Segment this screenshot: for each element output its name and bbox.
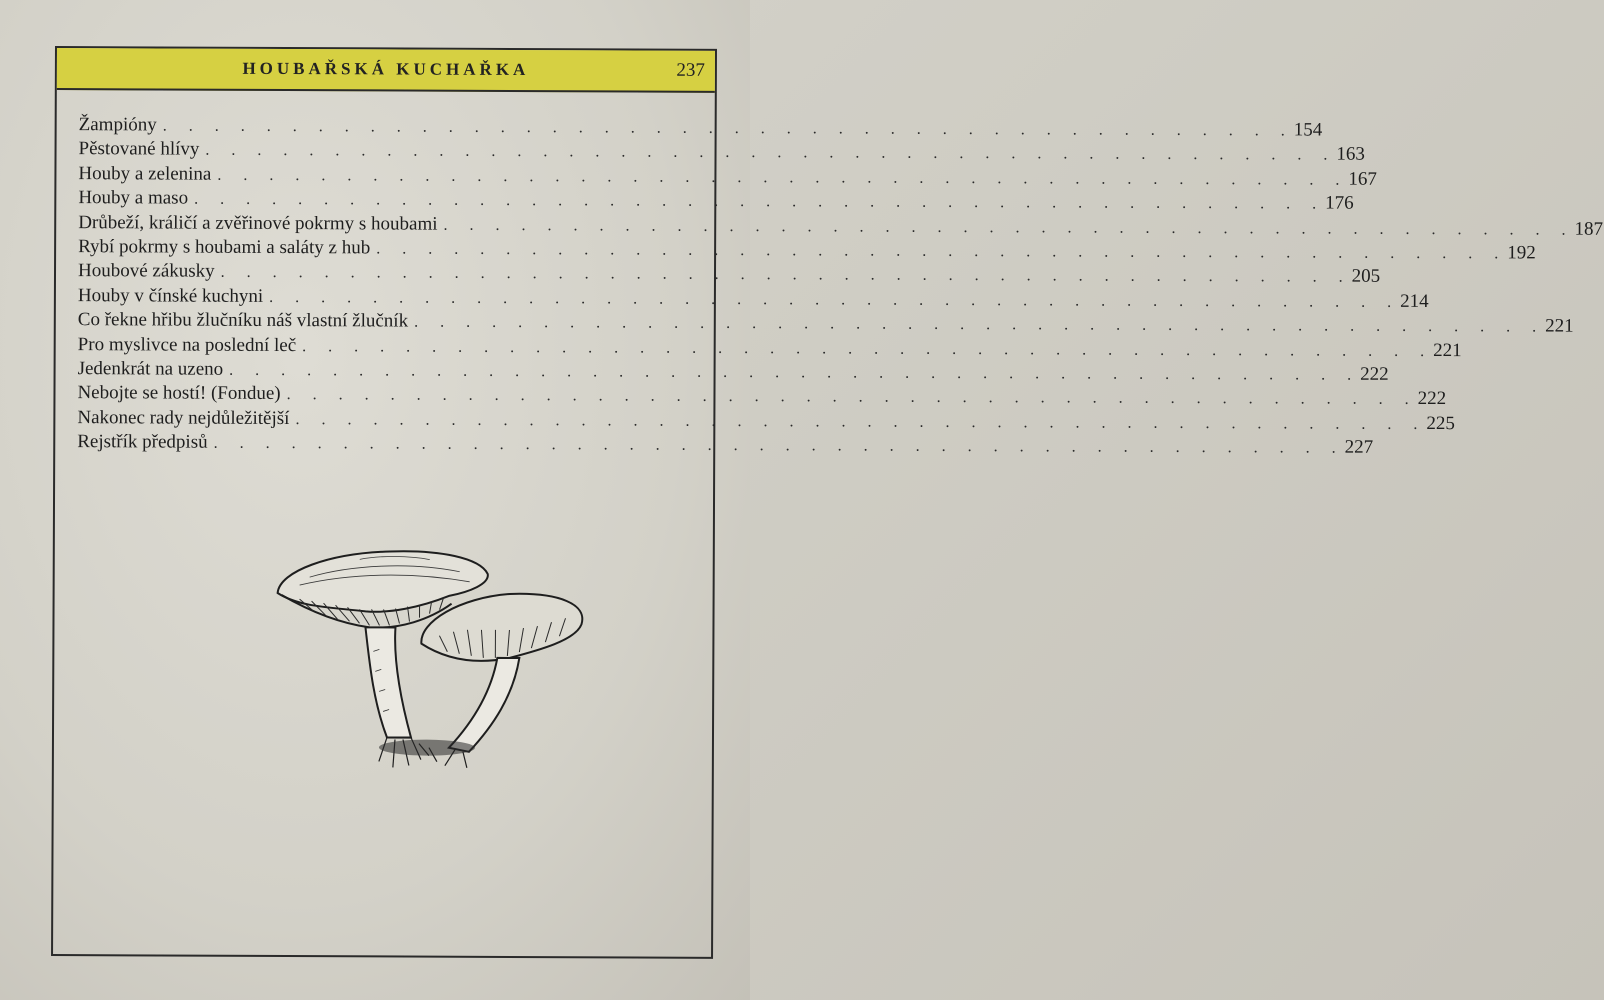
toc-entry-title: Houby v čínské kuchyni [77,284,264,307]
toc-dot-leader: . . . . . . . . . . . . . . . . . . . . . . . . . . . . . . . . . . . . . . . . . . . . [443,216,1575,239]
toc-dot-leader: . . . . . . . . . . . . . . . . . . . . . . . . . . . . . . . . . . . . . . . . . . . . [269,288,1401,311]
toc-entry [78,211,1604,240]
toc-dot-leader: . . . . . . . . . . . . . . . . . . . . . . . . . . . . . . . . . . . . . . . . . . . . [302,337,1434,360]
toc-dot-leader: . . . . . . . . . . . . . . . . . . . . . . . . . . . . . . . . . . . . . . . . . . . . [213,434,1345,457]
toc-entry [78,138,1365,166]
toc-entry-page: 222 [1417,388,1447,410]
toc-entry-title: Nebojte se hostí! (Fondue) [77,382,281,405]
toc-entry-page: 227 [1344,436,1374,458]
toc-entry [77,333,1462,361]
toc-entry-page: 192 [1507,242,1536,264]
toc-entry-title: Houby a zelenina [78,162,212,185]
toc-entry-page: 214 [1400,290,1429,312]
toc-entry [77,309,1574,337]
toc-entry-title: Jedenkrát na uzeno [77,358,224,380]
toc-entry-title: Pěstované hlívy [78,138,200,161]
toc-dot-leader: . . . . . . . . . . . . . . . . . . . . . . . . . . . . . . . . . . . . . . . . . . . . [205,142,1337,164]
toc-entry [77,431,1374,458]
toc-entry-page: 205 [1351,266,1381,288]
toc-entry-title: Houby a maso [78,187,189,209]
toc-dot-leader: . . . . . . . . . . . . . . . . . . . . . . . . . . . . . . . . . . . . . . . . . . . . [217,166,1349,189]
toc-entry-page: 225 [1426,412,1456,434]
toc-entry-title: Žampióny [78,114,157,136]
toc-entry [77,284,1429,312]
toc-dot-leader: . . . . . . . . . . . . . . . . . . . . . . . . . . . . . . . . . . . . . . . . . . . . [194,190,1326,213]
toc-dot-leader: . . . . . . . . . . . . . . . . . . . . . . . . . . . . . . . . . . . . . . . . . . . . [286,386,1418,409]
mushroom-illustration-icon [269,511,600,772]
toc-entry [78,114,1323,141]
toc-entry-page: 154 [1293,119,1323,141]
running-header [57,48,715,93]
toc-entry-page: 221 [1433,339,1462,361]
page-frame [51,46,1604,959]
toc-entry-page: 221 [1545,315,1574,337]
toc-entry-page: 167 [1348,168,1377,190]
toc-entry [77,358,1389,385]
toc-entry-title: Drůbeží, králičí a zvěřinové pokrmy s houbami [78,211,438,235]
toc-entry [78,236,1536,264]
toc-entry-title: Rejstřík předpisů [77,431,208,453]
toc-entry [77,260,1381,288]
toc-entry-title: Rybí pokrmy s houbami a saláty z hub [78,236,371,259]
toc-entry [77,382,1447,410]
toc-entry-page: 187 [1574,218,1604,240]
table-of-contents [77,114,1604,458]
toc-entry [78,187,1354,214]
toc-entry-page: 163 [1336,143,1365,166]
toc-dot-leader: . . . . . . . . . . . . . . . . . . . . . . . . . . . . . . . . . . . . . . . . . . . . [414,313,1546,336]
toc-dot-leader: . . . . . . . . . . . . . . . . . . . . . . . . . . . . . . . . . . . . . . . . . . . . [376,240,1508,263]
toc-dot-leader: . . . . . . . . . . . . . . . . . . . . . . . . . . . . . . . . . . . . . . . . . . . . [220,264,1352,287]
book-title: HOUBAŘSKÁ KUCHAŘKA [242,58,530,80]
toc-entry-page: 176 [1325,192,1354,214]
toc-entry-title: Nakonec rady nejdůležitější [77,406,290,429]
toc-entry-title: Houbové zákusky [77,260,215,283]
toc-entry-title: Pro myslivce na poslední leč [77,333,297,356]
toc-entry-page: 222 [1360,363,1389,385]
toc-dot-leader: . . . . . . . . . . . . . . . . . . . . . . . . . . . . . . . . . . . . . . . . . . . . [229,361,1361,384]
toc-entry-title: Co řekne hřibu žlučníku náš vlastní žlučník [77,309,409,332]
toc-dot-leader: . . . . . . . . . . . . . . . . . . . . . . . . . . . . . . . . . . . . . . . . . . . . [295,410,1427,433]
toc-dot-leader: . . . . . . . . . . . . . . . . . . . . . . . . . . . . . . . . . . . . . . . . . . . . [162,117,1294,140]
page-number: 237 [676,59,705,81]
toc-entry [77,406,1456,434]
toc-entry [78,162,1377,190]
